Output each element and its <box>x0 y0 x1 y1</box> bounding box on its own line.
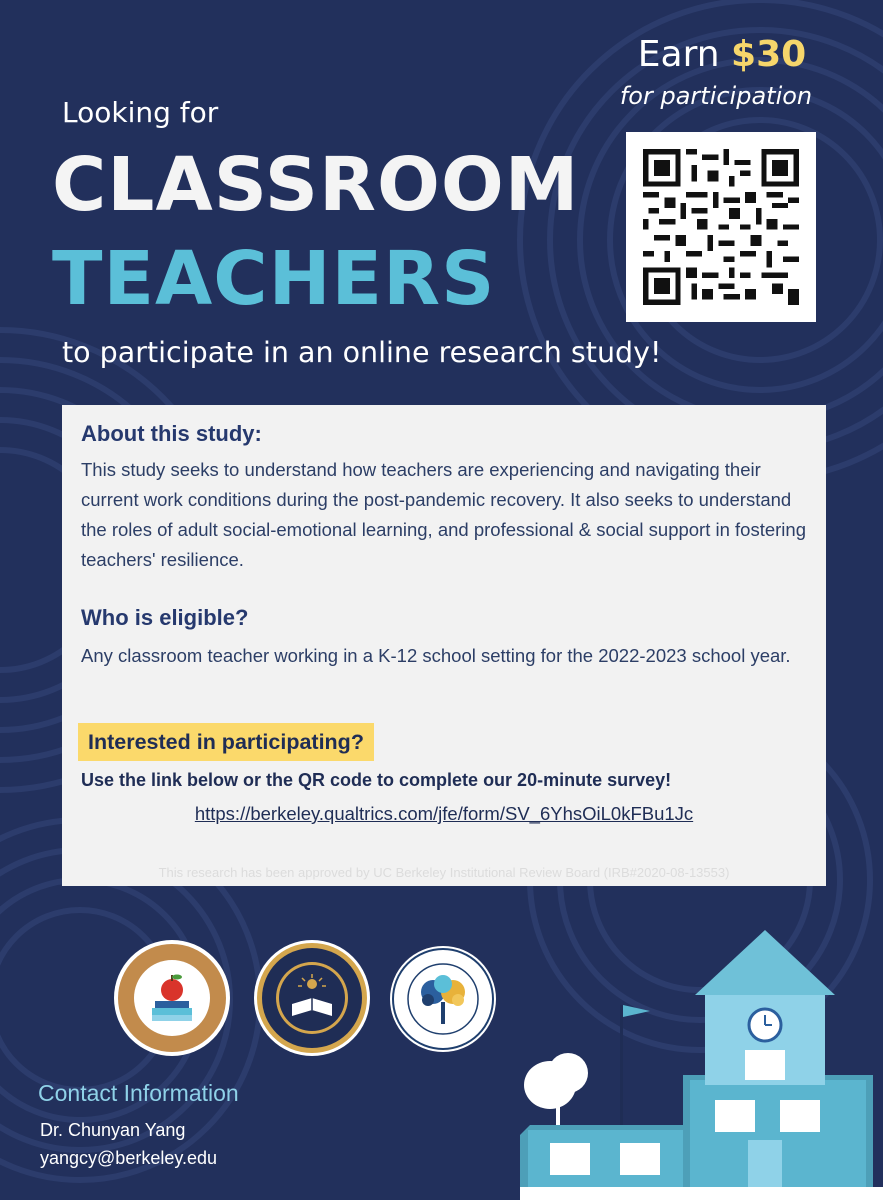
eligibility-body: Any classroom teacher working in a K-12 school setting for the 2022-2023 school year. <box>81 645 791 666</box>
earn-reward <box>612 34 832 75</box>
headline-classroom: CLASSROOM <box>52 142 580 228</box>
interest-heading: Interested in participating? <box>88 730 364 754</box>
eligibility-heading: Who is eligible? <box>81 605 249 630</box>
teacher-resilience-project-logo <box>112 938 232 1058</box>
for-participation-text: for participation <box>619 82 813 110</box>
survey-link[interactable]: https://berkeley.qualtrics.com/jfe/form/SV_6YhsOiL0kFBu1Jc <box>194 803 694 824</box>
contact-heading: Contact Information <box>38 1080 239 1106</box>
contact-name: Dr. Chunyan Yang <box>40 1120 186 1140</box>
headline-teachers: TEACHERS <box>52 236 496 322</box>
participate-subtitle: to participate in an online research study! <box>62 336 662 369</box>
irb-approval-note: This research has been approved by UC Berkeley Institutional Review Board (IRB#2020-08-13553) <box>158 865 730 880</box>
interest-highlight <box>78 723 374 761</box>
study-info-card <box>62 405 826 886</box>
qr-code-icon <box>643 149 799 305</box>
risk-resilience-culture-lab-logo <box>388 944 498 1054</box>
contact-email[interactable]: yangcy@berkeley.edu <box>40 1148 218 1168</box>
about-heading: About this study: <box>81 421 262 446</box>
reward-amount: $30 <box>731 34 807 75</box>
school-building-illustration <box>520 925 883 1200</box>
survey-instructions: Use the link below or the QR code to complete our 20-minute survey! <box>81 770 672 790</box>
qr-code[interactable] <box>626 132 816 322</box>
earn-label: Earn <box>637 34 720 75</box>
uc-berkeley-seal-logo <box>252 938 372 1058</box>
looking-for-text: Looking for <box>62 96 219 129</box>
about-body: This study seeks to understand how teachers are experiencing and navigating their current work conditions during the post-pandemic recovery. It also seeks to understand the roles of adult social-emotional learning, and professional & social support in fostering teachers' resilience. <box>81 459 806 570</box>
